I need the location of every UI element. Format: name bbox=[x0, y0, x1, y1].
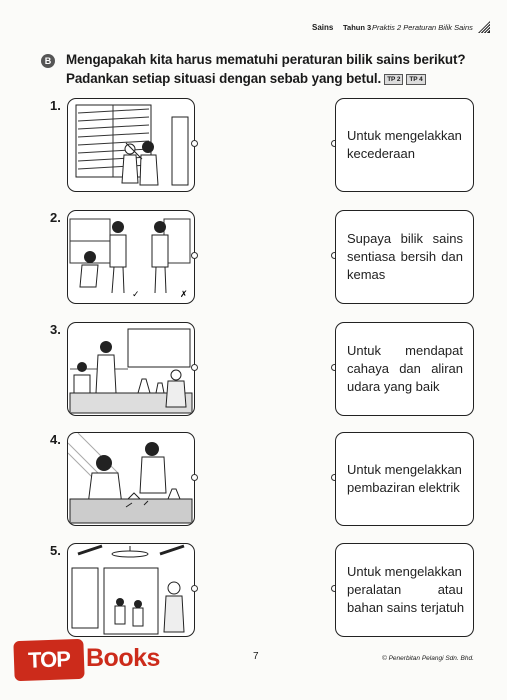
match-point-left[interactable] bbox=[191, 585, 198, 592]
matching-item bbox=[0, 541, 507, 641]
broken-glassware-illustration bbox=[68, 433, 194, 525]
reason-word: sentiasa bbox=[347, 249, 396, 264]
situation-picture-windows bbox=[67, 98, 195, 192]
reason-line bbox=[347, 248, 463, 266]
match-point-left[interactable] bbox=[191, 252, 198, 259]
reason-line: udara yang baik bbox=[347, 379, 440, 394]
reason-line: Untuk mengelakkan bbox=[347, 462, 462, 477]
situation-picture-lights-fan bbox=[67, 543, 195, 637]
reason-line: bahan sains terjatuh bbox=[347, 600, 465, 615]
header-topic: Praktis 2 Peraturan Bilik Sains bbox=[372, 23, 473, 32]
reason-word: dan bbox=[441, 249, 463, 264]
reason-word: dan bbox=[399, 361, 421, 376]
reason-word: bersih bbox=[400, 249, 437, 264]
reason-word: Untuk bbox=[347, 343, 381, 358]
reason-box[interactable] bbox=[335, 543, 474, 637]
tp-tag: TP 2 bbox=[384, 74, 403, 85]
header-year: Tahun 3 bbox=[343, 23, 372, 32]
section-badge: B bbox=[41, 54, 55, 68]
reason-line: kecederaan bbox=[347, 146, 415, 161]
reason-line: kemas bbox=[347, 267, 386, 282]
matching-item bbox=[0, 320, 507, 420]
reason-line: Untuk mengelakkan bbox=[347, 128, 462, 143]
reason-word: peralatan bbox=[347, 582, 402, 597]
match-point-left[interactable] bbox=[191, 140, 198, 147]
watermark-logo-top: TOP bbox=[13, 639, 84, 681]
situation-picture-classroom bbox=[67, 322, 195, 416]
matching-item bbox=[0, 96, 507, 196]
reason-line bbox=[347, 581, 463, 599]
question-line-2 bbox=[66, 69, 486, 88]
question-instruction: Padankan setiap situasi dengan sebab yang betul. bbox=[66, 71, 382, 86]
header-subject: Sains bbox=[312, 23, 334, 32]
reason-line bbox=[347, 360, 463, 378]
page-header bbox=[290, 20, 495, 36]
reason-word: mendapat bbox=[405, 343, 463, 358]
match-point-left[interactable] bbox=[191, 474, 198, 481]
reason-line bbox=[347, 230, 463, 248]
match-point-left[interactable] bbox=[191, 364, 198, 371]
question-line-1: Mengapakah kita harus mematuhi peraturan bilik sains berikut? bbox=[66, 52, 466, 67]
situation-picture-tidy bbox=[67, 210, 195, 304]
svg-text:✓: ✓ bbox=[132, 290, 140, 300]
reason-line: pembaziran elektrik bbox=[347, 480, 460, 495]
reason-box[interactable] bbox=[335, 210, 474, 304]
window-scene-illustration bbox=[68, 99, 194, 191]
reason-word: bilik bbox=[400, 231, 424, 246]
reason-line bbox=[347, 342, 463, 360]
page-corner-icon bbox=[477, 20, 491, 34]
reason-word: atau bbox=[437, 582, 463, 597]
reason-box[interactable] bbox=[335, 98, 474, 192]
item-number: 5. bbox=[50, 543, 61, 558]
classroom-illustration bbox=[68, 323, 194, 415]
watermark-logo-books: Books bbox=[86, 644, 160, 672]
reason-word: aliran bbox=[431, 361, 463, 376]
situation-picture-broken-glass bbox=[67, 432, 195, 526]
reason-word: cahaya bbox=[347, 361, 389, 376]
item-number: 2. bbox=[50, 210, 61, 225]
question-text bbox=[66, 50, 486, 88]
publisher-credit: © Penerbitan Pelangi Sdn. Bhd. bbox=[382, 655, 474, 662]
page-number: 7 bbox=[253, 651, 259, 662]
item-number: 3. bbox=[50, 322, 61, 337]
lights-and-fan-illustration bbox=[68, 544, 194, 636]
matching-item bbox=[0, 208, 507, 308]
reason-line: Untuk mengelakkan bbox=[347, 564, 462, 579]
item-number: 1. bbox=[50, 98, 61, 113]
reason-word: Supaya bbox=[347, 231, 392, 246]
tp-tag: TP 4 bbox=[406, 74, 425, 85]
reason-word: sains bbox=[432, 231, 463, 246]
reason-box[interactable] bbox=[335, 432, 474, 526]
tidy-room-illustration bbox=[68, 211, 194, 303]
svg-text:✗: ✗ bbox=[180, 290, 188, 300]
matching-item bbox=[0, 430, 507, 530]
item-number: 4. bbox=[50, 432, 61, 447]
reason-box[interactable] bbox=[335, 322, 474, 416]
